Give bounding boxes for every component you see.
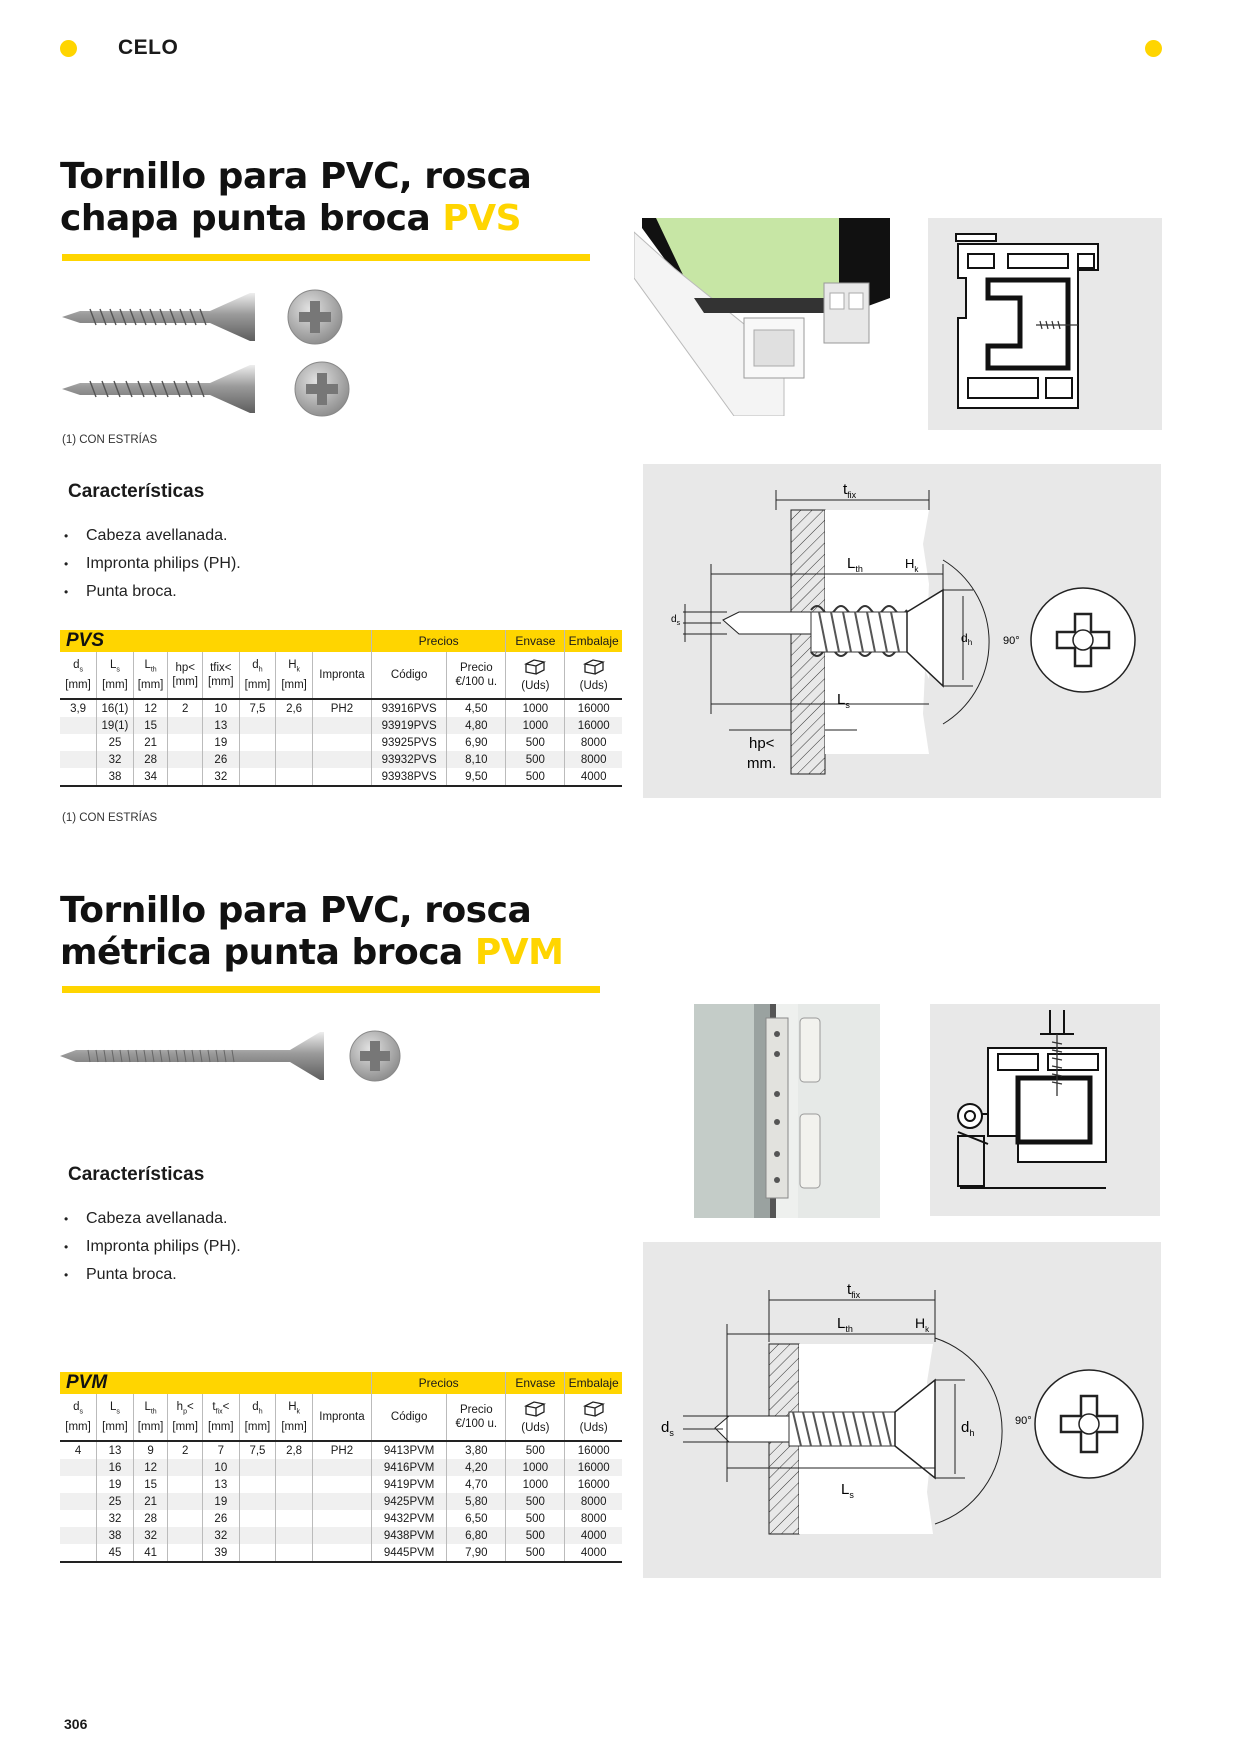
table-row: 32 28 26 9432PVM 6,50 500 8000 <box>60 1510 622 1527</box>
dim-hp-unit: mm. <box>747 755 777 772</box>
dim-lth: $L_{th}$ <box>837 1315 853 1334</box>
box-icon <box>583 1399 605 1417</box>
feature-item: • Cabeza avellanada. <box>62 522 241 550</box>
profile-diagram-pvs <box>928 218 1162 430</box>
header-dot-right-icon <box>1145 40 1162 57</box>
dim-ls: $L_s$ <box>837 691 850 710</box>
table-row: 38 34 32 93938PVS 9,50 500 4000 <box>60 768 622 786</box>
profile-diagram-pvm <box>930 1004 1160 1216</box>
screw-pvs-image <box>60 285 360 435</box>
table-row: 19(1) 15 13 93919PVS 4,80 1000 16000 <box>60 717 622 734</box>
group-precios: Precios <box>371 630 505 652</box>
col-ds: $d_s$ [mm] <box>60 652 97 699</box>
col-embalaje: (Uds) <box>565 1394 622 1441</box>
col-ls: $L_s$ [mm] <box>97 652 134 699</box>
technical-drawing-pvm <box>643 1242 1161 1578</box>
col-ds: $d_s$ [mm] <box>60 1394 97 1441</box>
col-impronta: Impronta <box>312 652 371 699</box>
features-title-pvs: Características <box>68 481 205 502</box>
dim-lth: $L_{th}$ <box>847 555 863 574</box>
dim-tfix: $t_{fix}$ <box>847 1281 861 1300</box>
group-envase: Envase <box>506 1372 565 1394</box>
col-embalaje: (Uds) <box>565 652 622 699</box>
spec-table-pvs <box>60 630 622 787</box>
col-hp: $h_p<$ [mm] <box>168 1394 203 1441</box>
feature-item: • Punta broca. <box>62 1261 241 1289</box>
col-envase: (Uds) <box>506 652 565 699</box>
group-precios: Precios <box>371 1372 505 1394</box>
feature-item: • Impronta philips (PH). <box>62 1233 241 1261</box>
group-embalaje: Embalaje <box>565 630 622 652</box>
col-hp: hp< [mm] <box>168 652 203 699</box>
col-codigo: Código <box>371 1394 446 1441</box>
pvc-window-photo <box>634 218 890 416</box>
features-title-pvm: Características <box>68 1164 205 1185</box>
box-icon <box>524 1399 546 1417</box>
dim-tfix: $t_{fix}$ <box>843 481 857 500</box>
table-row: 4 13 9 2 7 7,5 2,8 PH2 9413PVM 3,80 500 16000 <box>60 1441 622 1459</box>
table-row: 25 21 19 9425PVM 5,80 500 8000 <box>60 1493 622 1510</box>
table-row: 45 41 39 9445PVM 7,90 500 4000 <box>60 1544 622 1562</box>
product-title-pvs: Tornillo para PVC, rosca chapa punta broca PVS <box>60 156 532 239</box>
technical-drawing-pvs <box>643 464 1161 798</box>
dim-ds: $d_s$ <box>661 1419 674 1438</box>
box-icon <box>524 657 546 675</box>
col-envase: (Uds) <box>506 1394 565 1441</box>
dim-hk: $H_k$ <box>915 1315 930 1334</box>
features-list-pvm <box>62 1205 241 1289</box>
dim-hp: hp< <box>749 735 775 752</box>
table-row: 32 28 26 93932PVS 8,10 500 8000 <box>60 751 622 768</box>
col-lth: $L_{th}$ [mm] <box>133 1394 168 1441</box>
col-dh: $d_h$ [mm] <box>239 1394 276 1441</box>
table-name: PVM <box>60 1372 371 1394</box>
table-row: 38 32 32 9438PVM 6,80 500 4000 <box>60 1527 622 1544</box>
feature-item: • Punta broca. <box>62 578 241 606</box>
pvc-hinge-photo <box>694 1004 880 1218</box>
dim-hk: $H_k$ <box>905 556 919 574</box>
col-hk: $H_k$ [mm] <box>276 1394 313 1441</box>
table-row: 16 12 10 9416PVM 4,20 1000 16000 <box>60 1459 622 1476</box>
screw-pvm-image <box>58 1024 408 1088</box>
page-number: 306 <box>64 1716 88 1732</box>
group-embalaje: Embalaje <box>565 1372 622 1394</box>
table-name: PVS <box>60 630 371 652</box>
product-title-pvm: Tornillo para PVC, rosca métrica punta broca PVM <box>60 890 564 973</box>
col-codigo: Código <box>371 652 446 699</box>
dim-ds: $d_s$ <box>671 614 681 627</box>
spec-table-pvm <box>60 1372 622 1563</box>
title-underline <box>62 254 590 261</box>
col-impronta: Impronta <box>312 1394 371 1441</box>
dim-angle: 90° <box>1003 635 1020 647</box>
group-envase: Envase <box>506 630 565 652</box>
dim-dh: $d_h$ <box>961 631 973 647</box>
col-ls: $L_s$ [mm] <box>97 1394 134 1441</box>
dim-ls: $L_s$ <box>841 1481 854 1500</box>
image-note-pvs: (1) CON ESTRÍAS <box>62 434 158 446</box>
col-precio: Precio €/100 u. <box>447 1394 506 1441</box>
col-tfix: tfix< [mm] <box>203 652 240 699</box>
table-footnote-pvs: (1) CON ESTRÍAS <box>62 812 158 824</box>
table-row: 25 21 19 93925PVS 6,90 500 8000 <box>60 734 622 751</box>
dim-angle: 90° <box>1015 1415 1032 1427</box>
dim-dh: $d_h$ <box>961 1419 975 1438</box>
col-precio: Precio €/100 u. <box>447 652 506 699</box>
box-icon <box>583 657 605 675</box>
features-list-pvs <box>62 522 241 606</box>
table-row: 3,9 16(1) 12 2 10 7,5 2,6 PH2 93916PVS 4,50 1000 16000 <box>60 699 622 717</box>
col-dh: $d_h$ [mm] <box>239 652 276 699</box>
title-underline <box>62 986 600 993</box>
feature-item: • Cabeza avellanada. <box>62 1205 241 1233</box>
feature-item: • Impronta philips (PH). <box>62 550 241 578</box>
col-tfix: $t_{fix}<$ [mm] <box>203 1394 240 1441</box>
col-hk: $H_k$ [mm] <box>276 652 313 699</box>
brand-name: CELO <box>118 36 179 59</box>
table-row: 19 15 13 9419PVM 4,70 1000 16000 <box>60 1476 622 1493</box>
header-dot-left-icon <box>60 40 77 57</box>
col-lth: $L_{th}$ [mm] <box>133 652 168 699</box>
